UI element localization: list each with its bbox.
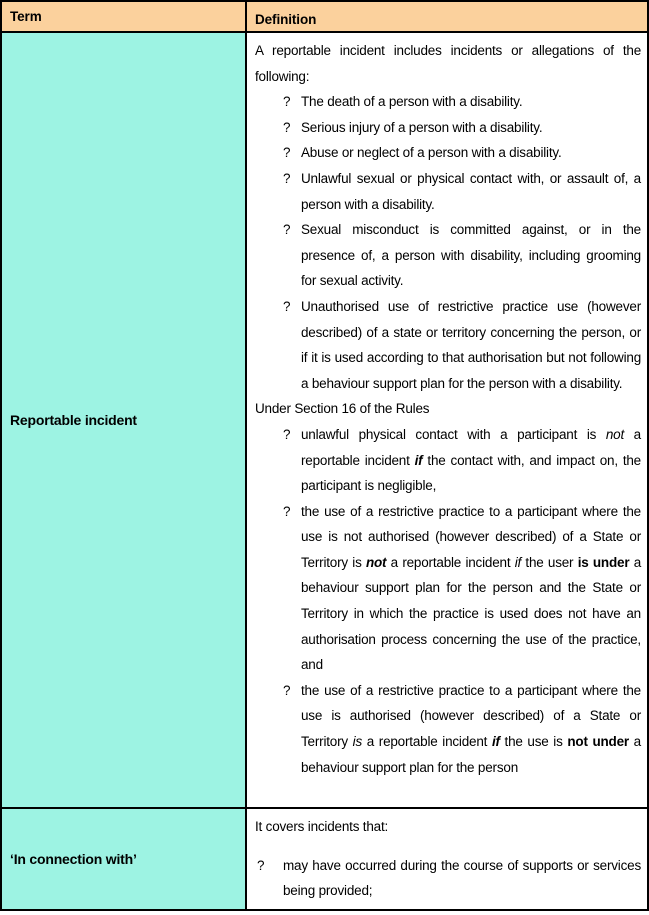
text-run: may have occurred during the course of supports or services being provided; <box>283 857 641 899</box>
text-run: not <box>365 554 387 570</box>
text-run: Unlawful sexual or physical contact with, or assault of, a person with a disability. <box>301 170 641 212</box>
bullet-marker: ? <box>283 222 291 238</box>
text-run: is under <box>577 554 630 570</box>
bullet-item <box>255 422 641 499</box>
term-cell-in-connection-with <box>2 809 247 909</box>
text-run: Serious injury of a person with a disability. <box>301 119 543 135</box>
bullet-marker: ? <box>283 682 291 698</box>
bullet-item <box>255 678 641 780</box>
header-row <box>2 2 647 33</box>
bullet-item <box>255 853 641 904</box>
bullet-item <box>255 294 641 396</box>
text-run: unlawful physical contact with a participant is <box>301 426 606 442</box>
bullet-item <box>255 140 641 166</box>
paragraph <box>255 814 641 840</box>
text-run: a behaviour support plan for the person and the State or Territory in which the practice is used does not have an authorisation process concerning the use of the practice, and <box>301 554 642 673</box>
header-definition-label: Definition <box>255 11 317 27</box>
text-run: The death of a person with a disability. <box>301 94 523 110</box>
bullet-item <box>255 89 641 115</box>
text-run: Under Section 16 of the Rules <box>255 401 430 417</box>
text-run: the contact with, and impact on, the participant is negligible, <box>301 452 641 494</box>
text-run: Unauthorised use of restrictive practice use (however described) of a state or territory concerning the person, or if it is used according to that authorisation but not following a behaviour support plan for the person with a disability. <box>301 298 641 391</box>
definition-cell-reportable-incident <box>247 33 647 807</box>
text-run: the use is <box>499 734 568 750</box>
text-run: a reportable incident <box>301 426 641 468</box>
bullet-item <box>255 166 641 217</box>
table-row-reportable-incident <box>2 33 647 809</box>
table-row-in-connection-with <box>2 809 647 909</box>
text-run: Sexual misconduct is committed against, or in the presence of, a person with disability, including grooming for sexual activity. <box>301 222 641 289</box>
text-run: if <box>514 554 522 570</box>
bullet-item <box>255 115 641 141</box>
text-run: A reportable incident includes incidents or allegations of the following: <box>255 43 641 84</box>
definition-cell-in-connection-with <box>247 809 647 909</box>
paragraph <box>255 396 641 422</box>
text-run: the use of a restrictive practice to a participant where the use is authorised (however described) of a State or Territory <box>301 682 641 750</box>
paragraph <box>255 38 641 89</box>
text-run: not <box>605 426 625 442</box>
header-term-label: Term <box>10 9 42 24</box>
text-run: a behaviour support plan for the person <box>301 734 641 775</box>
bullet-marker: ? <box>283 145 291 161</box>
text-run: the user <box>521 554 578 570</box>
term-label: Reportable incident <box>10 412 137 428</box>
bullet-marker: ? <box>283 426 291 442</box>
header-cell-definition <box>247 2 647 31</box>
bullet-marker: ? <box>283 170 291 186</box>
text-run: Abuse or neglect of a person with a disability. <box>301 145 562 161</box>
text-run: the use of a restrictive practice to a participant where the use is not authorised (however described) of a State or Territory is <box>301 503 641 570</box>
text-run: not under <box>567 734 629 750</box>
bullet-marker: ? <box>283 94 291 110</box>
bullet-item <box>255 499 641 678</box>
text-run: It covers incidents that: <box>255 819 389 834</box>
bullet-marker: ? <box>283 298 291 314</box>
bullet-marker: ? <box>283 503 291 519</box>
bullet-marker: ? <box>283 119 291 135</box>
term-label: ‘In connection with’ <box>10 851 137 867</box>
text-run: a reportable incident <box>386 554 515 570</box>
bullet-marker: ? <box>257 857 265 873</box>
text-run: a reportable incident <box>362 734 492 750</box>
term-cell-reportable-incident <box>2 33 247 807</box>
text-run: if <box>414 452 423 468</box>
text-run: is <box>352 734 363 750</box>
bullet-item <box>255 217 641 294</box>
header-cell-term <box>2 2 247 31</box>
text-run: if <box>491 734 500 750</box>
